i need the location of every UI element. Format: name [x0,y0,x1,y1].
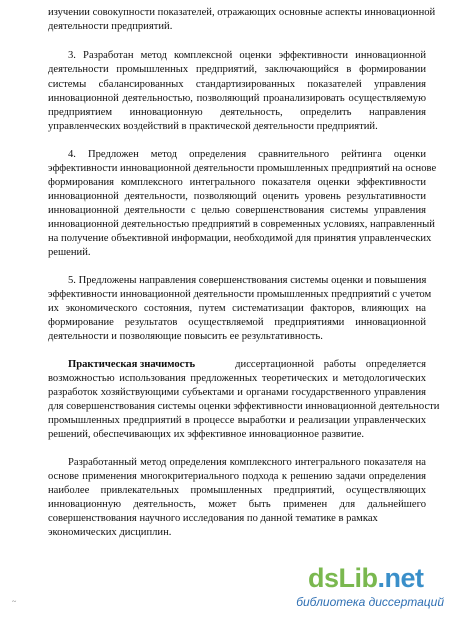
text-line: деятельности предприятий. [48,21,173,32]
practical-significance-heading: Практическая значимость [68,359,196,370]
text-line: управленческих воздействий в практической деятельности предприятий. [48,121,378,132]
text-line: 5. Предложены направления совершенствования системы оценки и повышения [68,275,427,286]
page-mark: ~ [12,597,17,606]
text-line [68,358,426,372]
text-line: деятельности и позволяющие повысить ее результативность. [48,331,323,342]
text-line: инновационной деятельностью предприятий в современных условиях, направленный [48,219,435,230]
text-line: 3. Разработан метод комплексной оценки эффективности инновационной [68,50,426,61]
text-line: для совершенствования системы оценки эффективности инновационной деятельности [48,401,440,412]
text-line: промышленных предприятий в процессе выработки и реализации управленческих [48,415,426,426]
text-line: разработок хозяйствующими субъектами и органами государственного управления [48,387,426,398]
watermark-caption: библиотека диссертаций [296,595,444,609]
text-fragment: диссертационной работы определяется [235,359,426,370]
logo-part-2: .net [377,563,424,593]
text-line: формирование результатов осуществляемой предприятиями инновационной [48,317,426,328]
text-line: наиболее привлекательных промышленных предприятий, осуществляющих [48,485,426,496]
logo-part-1: dsLib [308,563,378,593]
text-line: инновационную деятельность, может быть применен для дальнейшего [48,499,426,510]
text-line: предприятием инновационную деятельность, определить направления [48,107,426,118]
text-line: формирования комплексного интегрального показателя оценки эффективности [48,177,426,188]
text-line: 4. Предложен метод определения сравнительного рейтинга оценки [68,149,426,160]
text-line: инновационной деятельностью, позволяющий проанализировать осуществляемую [48,93,426,104]
text-line: экономических дисциплин. [48,527,172,538]
text-line: на получение объективной информации, необходимой для принятия управленческих [48,233,432,244]
text-line: совершенствования научного исследования по данной тематике в рамках [48,513,378,524]
text-line: их экономического состояния, путем систематизации факторов, влияющих на [48,303,426,314]
text-line: возможностью использования предложенных теоретических и методологических [48,373,426,384]
text-line: инновационной деятельности с целью совершенствования системы управления [48,205,426,216]
text-line: эффективности инновационной деятельности промышленных предприятий с учетом [48,289,432,300]
text-line: основе применения многокритериального подхода к решению задачи определения [48,471,426,482]
text-line: Разработанный метод определения комплексного интегрального показателя на [68,457,426,468]
text-line: изучении совокупности показателей, отражающих основные аспекты инновационной [48,7,436,18]
text-line: эффективности инновационной деятельности промышленных предприятий на основе [48,163,437,174]
dslib-watermark [296,563,444,611]
text-line: решений. [48,247,91,258]
text-line: системы сбалансированных стандартизированных показателей управления [48,79,426,90]
dslib-logo [308,563,424,593]
text-line: инновационной деятельности, позволяющий оценить уровень результативности [48,191,426,202]
text-line: решений, обеспечивающих их эффективное инновационное развитие. [48,429,365,440]
text-line: деятельности промышленных предприятий, заключающийся в формировании [48,64,426,75]
